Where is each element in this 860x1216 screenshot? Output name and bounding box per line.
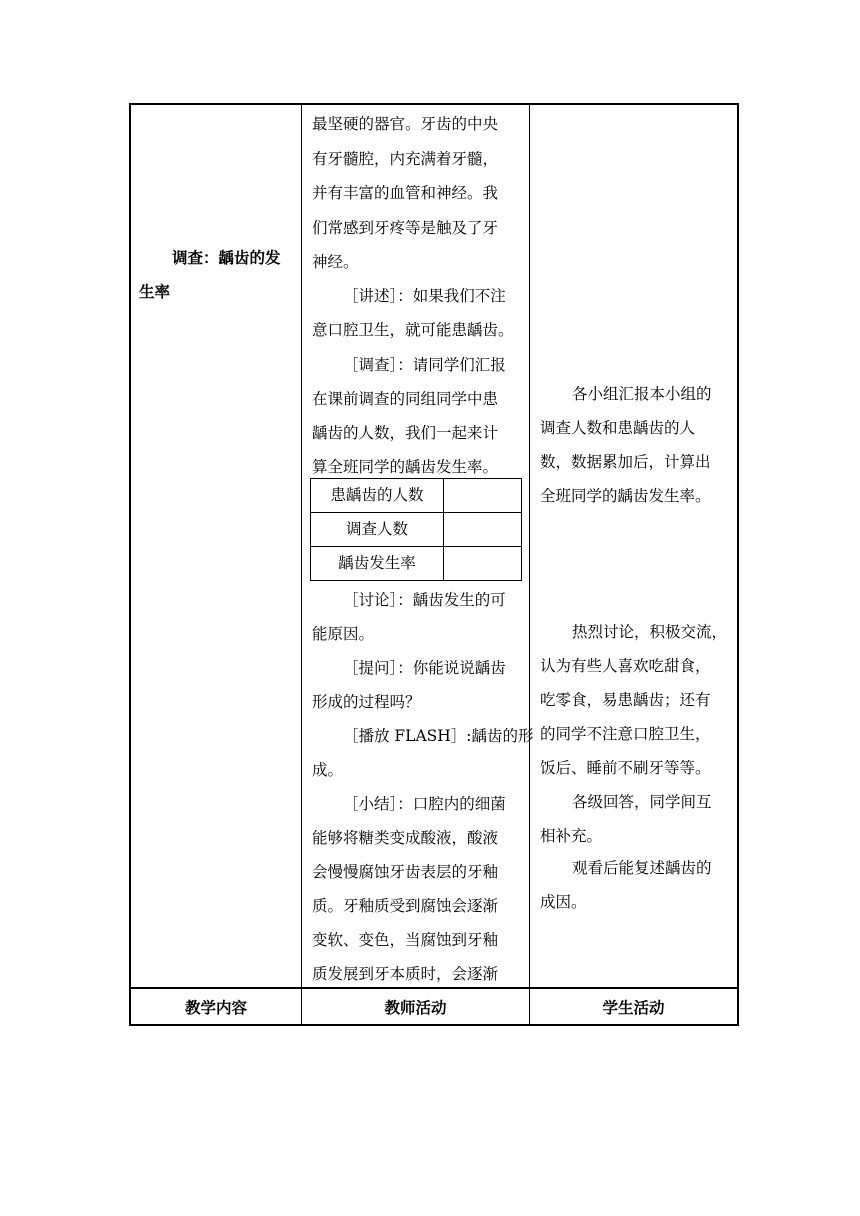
- table-border-right: [737, 103, 739, 1026]
- teacher-text-line: 龋齿的人数，我们一起来计: [312, 424, 499, 442]
- column-divider-1: [301, 103, 302, 1026]
- student-text-line: 成因。: [540, 893, 587, 911]
- student-text-line: 观看后能复述龋齿的: [572, 859, 712, 877]
- teacher-text-line: 成。: [312, 761, 344, 779]
- student-text-line: 相补充。: [540, 827, 603, 845]
- teacher-text-line: ［调查］：请同学们汇报: [343, 356, 506, 374]
- teacher-text-line: ［讨论］：龋齿发生的可: [343, 591, 506, 609]
- teacher-text-line: 并有丰富的血管和神经。我: [312, 184, 499, 202]
- survey-table-border: [310, 478, 522, 479]
- teacher-text-line: 们常感到牙疼等是触及了牙: [312, 219, 499, 237]
- teacher-text-line: 形成的过程吗？: [312, 693, 421, 711]
- survey-table-border: [521, 478, 522, 581]
- teacher-text-line: 意口腔卫生，就可能患龋齿。: [312, 321, 514, 339]
- teacher-text-line: 会慢慢腐蚀牙齿表层的牙釉: [312, 863, 499, 881]
- student-text-line: 吃零食，易患龋齿；还有: [540, 691, 711, 709]
- teacher-text-line: 变软、变色，当腐蚀到牙釉: [312, 931, 499, 949]
- student-text-line: 饭后、睡前不刷牙等等。: [540, 759, 711, 777]
- header-teacher-activity: 教师活动: [384, 999, 447, 1017]
- teacher-text-line: 神经。: [312, 253, 359, 271]
- teacher-text-line: ［提问］：你能说说龋齿: [343, 659, 506, 677]
- survey-row-label: 龋齿发生率: [338, 554, 416, 572]
- student-text-line: 数，数据累加后，计算出: [540, 453, 711, 471]
- survey-row-label: 调查人数: [345, 520, 408, 538]
- student-text-line: 认为有些人喜欢吃甜食，: [540, 657, 711, 675]
- header-student-activity: 学生活动: [602, 999, 665, 1017]
- survey-table-border: [310, 546, 522, 547]
- table-border-top: [129, 103, 739, 105]
- student-text-line: 各小组汇报本小组的: [572, 385, 712, 403]
- survey-table-border: [310, 512, 522, 513]
- student-text-line: 的同学不注意口腔卫生，: [540, 725, 711, 743]
- survey-row-label: 患龋齿的人数: [330, 486, 424, 504]
- teacher-text-line: 最坚硬的器官。牙齿的中央: [312, 115, 499, 133]
- teacher-text-line: 有牙髓腔，内充满着牙髓，: [312, 150, 499, 168]
- student-text-line: 各级回答，同学间互: [572, 793, 712, 811]
- column-divider-2: [529, 103, 530, 1026]
- teacher-text-line: 质。牙釉质受到腐蚀会逐渐: [312, 897, 499, 915]
- header-teaching-content: 教学内容: [184, 999, 247, 1017]
- student-text-line: 热烈讨论，积极交流，: [572, 623, 728, 641]
- header-row-divider: [129, 987, 739, 989]
- survey-table-border: [443, 478, 444, 581]
- teacher-text-line: ［讲述］：如果我们不注: [343, 287, 506, 305]
- teacher-text-line: 算全班同学的龋齿发生率。: [312, 458, 499, 476]
- teacher-text-line: 质发展到牙本质时，会逐渐: [312, 965, 499, 983]
- student-text-line: 调查人数和患龋齿的人: [540, 419, 696, 437]
- student-text-line: 全班同学的龋齿发生率。: [540, 487, 711, 505]
- teacher-text-line: ［小结］：口腔内的细菌: [343, 795, 506, 813]
- section-title-line-2: 生率: [139, 283, 171, 301]
- table-border-bottom: [129, 1024, 739, 1026]
- teacher-text-line: ［播放 FLASH］:龋齿的形: [343, 727, 534, 745]
- teacher-text-line: 能原因。: [312, 625, 375, 643]
- section-title-line-1: 调查：龋齿的发: [172, 249, 281, 267]
- teacher-text-line: 能够将糖类变成酸液，酸液: [312, 829, 499, 847]
- survey-table-border: [310, 580, 522, 581]
- teacher-text-line: 在课前调查的同组同学中患: [312, 390, 499, 408]
- table-border-left: [129, 103, 131, 1026]
